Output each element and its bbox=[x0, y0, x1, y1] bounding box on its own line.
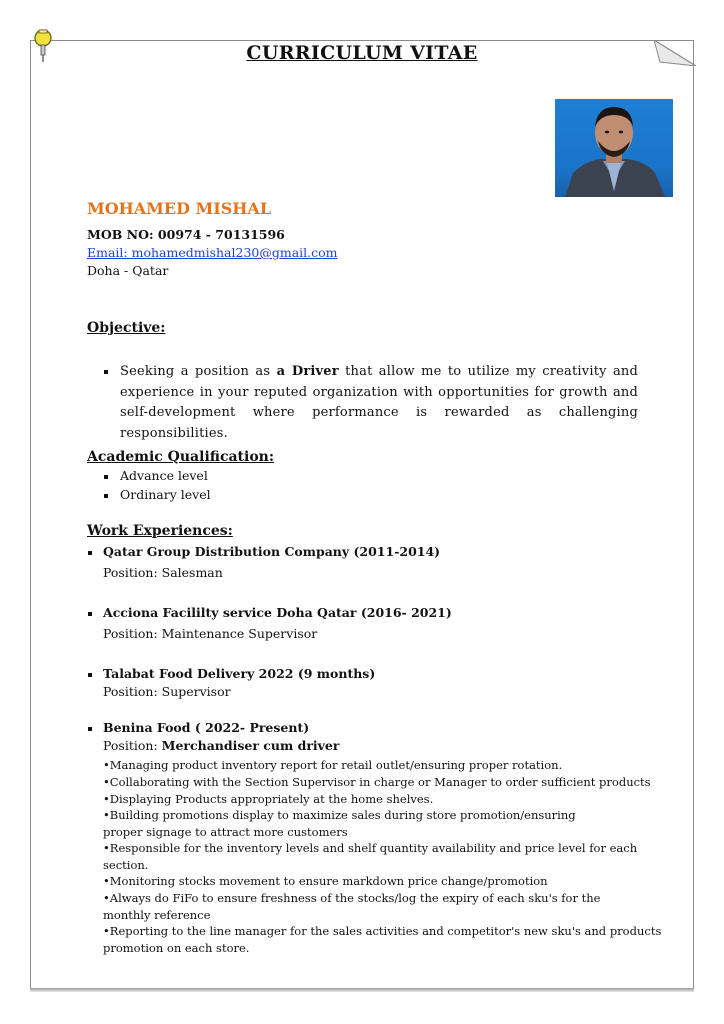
academic-item: Advance level bbox=[120, 468, 208, 483]
job-bullet bbox=[88, 727, 92, 731]
profile-photo bbox=[555, 99, 673, 197]
academic-bullet bbox=[104, 475, 108, 479]
duty-item: •Collaborating with the Section Supervisor in charge or Manager to order sufficient products bbox=[103, 775, 651, 789]
academic-bullet bbox=[104, 494, 108, 498]
job-title: Acciona Facililty service Doha Qatar (2016- 2021) bbox=[103, 605, 452, 620]
duty-item: •Building promotions display to maximize sales during store promotion/ensuring proper signage to attract more customers bbox=[103, 808, 576, 839]
duty-item: •Reporting to the line manager for the sales activities and competitor's new sku's and products promotion on each store. bbox=[103, 924, 662, 955]
job-title: Qatar Group Distribution Company (2011-2014) bbox=[103, 544, 441, 559]
objective-text bbox=[120, 362, 638, 444]
job-title: Talabat Food Delivery 2022 (9 months) bbox=[103, 666, 376, 681]
job-position-label: Position: bbox=[103, 738, 162, 753]
objective-text-end: that allow me to utilize my creativity and experience in your reputed organization with opportunities for growth and self-development where performance is rewarded as challenging responsibilities. bbox=[120, 364, 638, 441]
job-bullet bbox=[88, 673, 92, 677]
duty-item: •Monitoring stocks movement to ensure markdown price change/promotion bbox=[103, 874, 548, 888]
job-title: Benina Food ( 2022- Present) bbox=[103, 720, 310, 735]
document-title: CURRICULUM VITAE bbox=[246, 42, 478, 64]
job-bullet bbox=[88, 612, 92, 616]
duty-item: •Managing product inventory report for retail outlet/ensuring proper rotation. bbox=[103, 758, 563, 772]
email-link[interactable]: Email: mohamedmishal230@gmail.com bbox=[87, 245, 338, 260]
job-position bbox=[103, 738, 339, 753]
job-position: Position: Maintenance Supervisor bbox=[103, 626, 318, 641]
job-position: Position: Supervisor bbox=[103, 684, 231, 699]
academic-heading: Academic Qualification: bbox=[87, 449, 275, 465]
academic-item: Ordinary level bbox=[120, 487, 211, 502]
objective-role: a Driver bbox=[276, 364, 339, 379]
job-bullet bbox=[88, 551, 92, 555]
candidate-name: MOHAMED MISHAL bbox=[87, 199, 272, 218]
location: Doha - Qatar bbox=[87, 263, 169, 278]
objective-bullet bbox=[104, 370, 108, 374]
duty-item: •Always do FiFo to ensure freshness of the stocks/log the expiry of each sku's for the monthly reference bbox=[103, 891, 601, 922]
page-shadow bbox=[30, 988, 694, 992]
duty-item: •Displaying Products appropriately at the home shelves. bbox=[103, 792, 434, 806]
job-position-value: Merchandiser cum driver bbox=[161, 738, 340, 753]
objective-text-start: Seeking a position as bbox=[120, 364, 277, 379]
mobile-number: MOB NO: 00974 - 70131596 bbox=[87, 227, 285, 242]
duty-item: •Responsible for the inventory levels and shelf quantity availability and price level for each section. bbox=[103, 841, 638, 872]
work-heading: Work Experiences: bbox=[87, 523, 233, 539]
objective-heading: Objective: bbox=[87, 320, 166, 336]
job-position: Position: Salesman bbox=[103, 565, 223, 580]
